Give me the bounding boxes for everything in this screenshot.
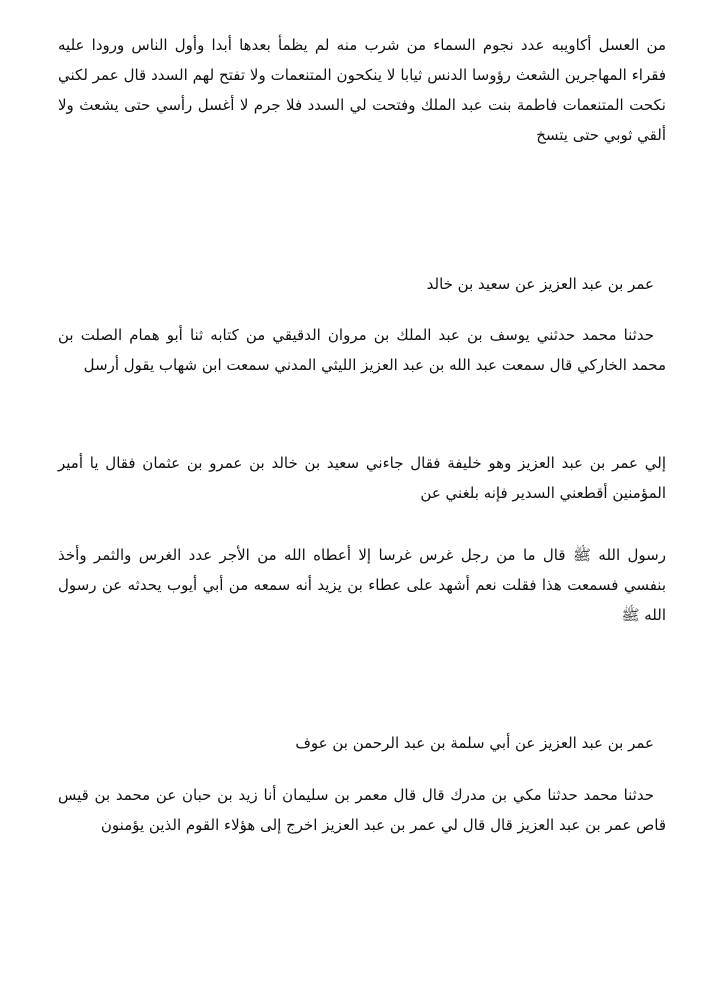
paragraph-opening: من العسل أكاويبه عدد نجوم السماء من شرب منه لم يظمأ بعدها أبدا وأول الناس ورودا عليه فقراء المهاجرين الشعث رؤوسا الدنس ثيابا لا ينكحون المتنعمات ولا تفتح لهم السدد قال عمر لكني نكحت المتنعمات فاطمة بنت عبد الملك وفتحت لي السدد فلا جرم لا أغسل رأسي حتى يشعث ولا ألقي ثوبي حتى يتسخ bbox=[58, 36, 666, 144]
section-heading-abi-salama: عمر بن عبد العزيز عن أبي سلمة بن عبد الرحمن بن عوف bbox=[295, 734, 654, 752]
paragraph-narration-1: إلي عمر بن عبد العزيز وهو خليفة فقال جاءني سعيد بن خالد بن عمرو بن عثمان فقال يا أمير المؤمنين أقطعني السدير فإنه بلغني عن bbox=[58, 454, 666, 502]
paragraph-isnad-1: حدثنا محمد حدثني يوسف بن عبد الملك بن مروان الدقيقي من كتابه ثنا أبو همام الصلت بن محمد الخاركي قال سمعت عبد الله بن عبد العزيز الليثي المدني سمعت ابن شهاب يقول أرسل bbox=[58, 326, 666, 374]
section-heading-saeed-bin-khalid: عمر بن عبد العزيز عن سعيد بن خالد bbox=[426, 275, 654, 293]
paragraph-hadith-1: رسول الله ﷺ قال ما من رجل غرس غرسا إلا أعطاه الله من الأجر عدد الغرس والثمر وأخذ بنفسي فسمعت هذا فقلت نعم أشهد على عطاء بن يزيد أنه سمعه من أبي أيوب يحدثه عن رسول الله ﷺ bbox=[58, 546, 666, 624]
paragraph-isnad-2: حدثنا محمد حدثنا مكي بن مدرك قال قال معمر بن سليمان أنا زيد بن حبان عن محمد بن قيس قاص عمر بن عبد العزيز قال قال لي عمر بن عبد العزيز اخرج إلى هؤلاء القوم الذين يؤمنون bbox=[58, 786, 666, 834]
